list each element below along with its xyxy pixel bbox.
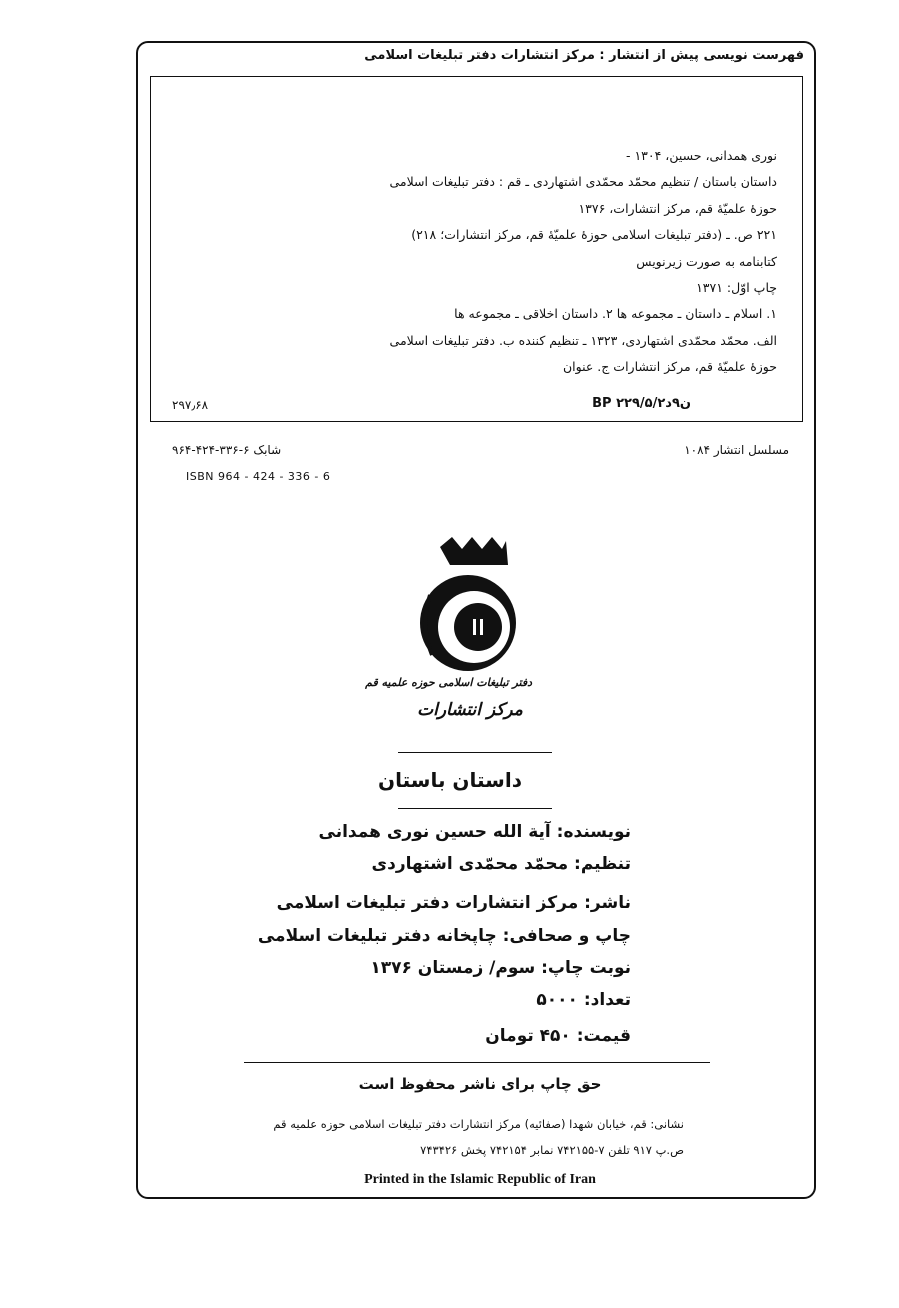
shabak-number: شابک ۶-۳۳۶-۴۲۴-۹۶۴	[172, 443, 282, 457]
cip-line-subjects: ۱. اسلام ـ داستان ـ مجموعه ها ۲. داستان اخلاقی ـ مجموعه ها	[454, 306, 777, 321]
cip-line-first-print: چاپ اوّل: ۱۳۷۱	[696, 280, 777, 295]
title-rule-bottom	[398, 808, 552, 809]
printing-line: چاپ و صحافی: چاپخانه دفتر تبلیغات اسلامی	[257, 926, 631, 946]
cip-line-title: داستان باستان / تنظیم محمّد محمّدی اشتهاردی ـ قم : دفتر تبلیغات اسلامی	[389, 174, 777, 189]
price-line: قیمت: ۴۵۰ تومان	[485, 1026, 631, 1046]
cip-header: فهرست نویسی پیش از انتشار : مرکز انتشارات دفتر تبلیغات اسلامی	[364, 48, 804, 63]
publisher-line: ناشر: مرکز انتشارات دفتر تبلیغات اسلامی	[276, 893, 631, 913]
book-title: داستان باستان	[378, 768, 522, 792]
printed-in-iran: Printed in the Islamic Republic of Iran	[364, 1172, 596, 1187]
isbn-number: ISBN 964 - 424 - 336 - 6	[186, 470, 331, 483]
series-number: مسلسل انتشار ۱۰۸۴	[684, 443, 789, 457]
call-number: BP ۲۲۹/۵/۲ن۹د	[592, 396, 691, 411]
edition-line: نوبت چاپ: سوم/ زمستان ۱۳۷۶	[370, 958, 631, 978]
publisher-contact: ص.پ ۹۱۷ تلفن ۷-۷۴۲۱۵۵ نمابر ۷۴۲۱۵۴ پخش ۷۴۳۴۲۶	[420, 1143, 684, 1157]
cip-line-added-entries-cont: حوزهٔ علمیّهٔ قم، مرکز انتشارات ج. عنوان	[562, 359, 777, 374]
count-line: تعداد: ۵۰۰۰	[536, 990, 631, 1010]
arranger-line: تنظیم: محمّد محمّدی اشتهاردی	[371, 854, 631, 874]
publisher-address: نشانی: قم، خیابان شهدا (صفائیه) مرکز انتشارات دفتر تبلیغات اسلامی حوزه علمیه قم	[273, 1117, 684, 1131]
logo-caption-2: مرکز انتشارات	[417, 700, 523, 720]
dewey-number: ۲۹۷٫۶۸	[172, 398, 209, 412]
cip-line-publisher: حوزهٔ علمیّهٔ قم، مرکز انتشارات، ۱۳۷۶	[578, 201, 777, 216]
logo-caption-1: دفتر تبلیغات اسلامی حوزه علمیه قم	[365, 676, 532, 689]
cip-line-added-entries: الف. محمّد محمّدی اشتهاردی، ۱۳۲۳ ـ تنظیم کننده ب. دفتر تبلیغات اسلامی	[389, 333, 777, 348]
cip-line-author: نوری همدانی، حسین، ۱۳۰۴ -	[625, 148, 777, 163]
cip-line-pages: ۲۲۱ ص. ـ (دفتر تبلیغات اسلامی حوزهٔ علمیّهٔ قم، مرکز انتشارات؛ ۲۱۸)	[411, 227, 777, 242]
cip-line-bibliography: کتابنامه به صورت زیرنویس	[636, 254, 777, 269]
author-line: نویسنده: آیة الله حسین نوری همدانی	[318, 822, 631, 842]
copyright-notice: حق چاپ برای ناشر محفوظ است	[358, 1075, 602, 1093]
footer-rule	[244, 1062, 710, 1063]
title-rule-top	[398, 752, 552, 753]
